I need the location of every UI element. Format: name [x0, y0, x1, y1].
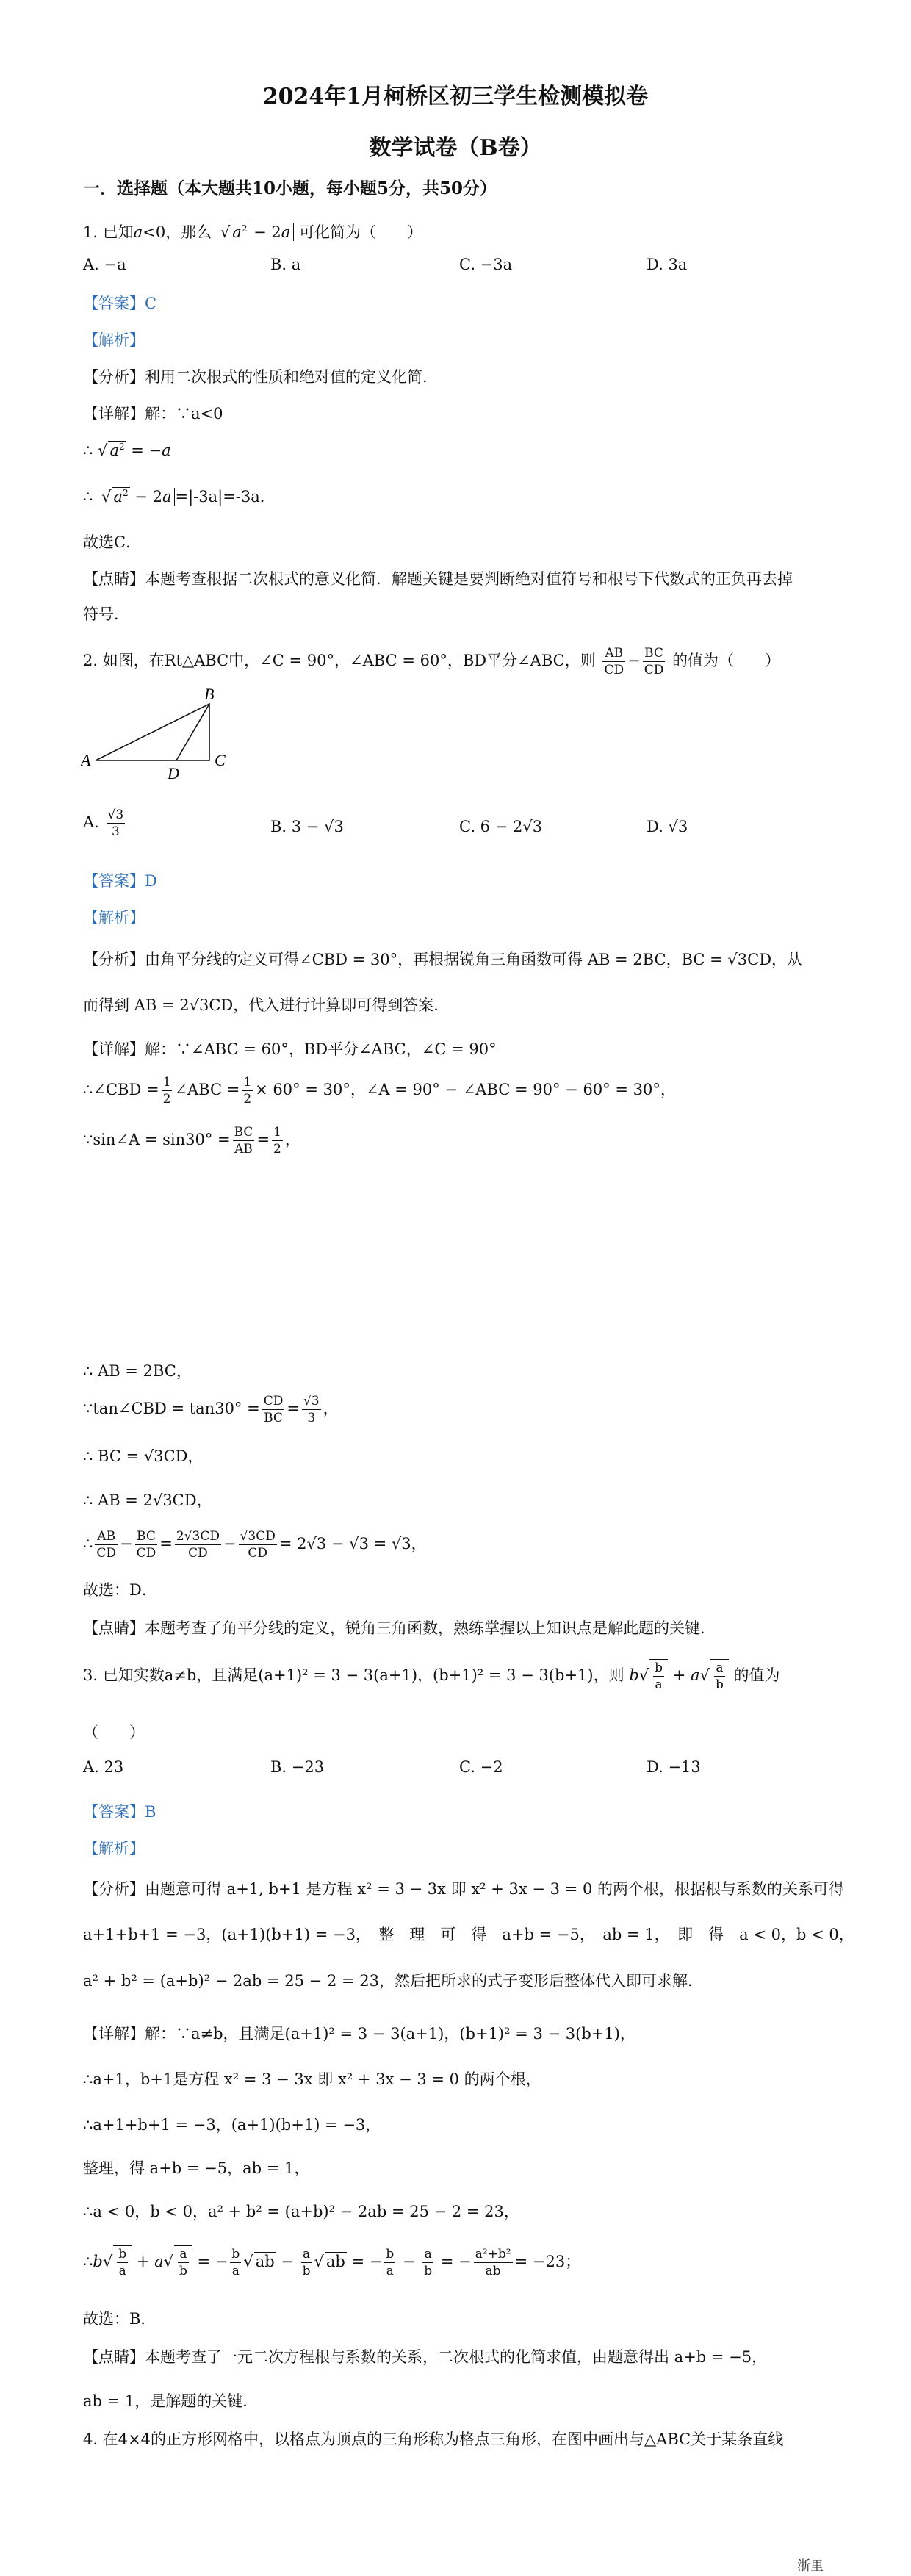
- q3-answer: 【答案】B: [83, 1803, 156, 1821]
- q2-step7: ∴ $\frac{AB}{CD}$ − $\frac{BC}{CD}$ = $\frac{2√3CD}{CD}$ − $\frac{√3CD}{CD}$ = 2√3 − √3 = √3，: [83, 1529, 427, 1561]
- vertex-label-d: D: [168, 764, 179, 782]
- vertex-label-a: A: [81, 751, 91, 769]
- q2-step2: ∵sin∠A = sin30° = $\frac{BC}{AB}$ = $\frac{1}{2}$ ，: [83, 1125, 300, 1156]
- q3-step1: ∴a+1，b+1是方程 x² = 3 − 3x 即 x² + 3x − 3 = 0 的两个根，: [83, 2070, 541, 2088]
- q1-dianjing-line1: 【点睛】本题考查根据二次根式的意义化简．解题关键是要判断绝对值符号和根号下代数式的正负再去掉: [83, 570, 793, 588]
- q2-triangle-figure: [81, 683, 242, 786]
- q2-xiangjie: 【详解】解：∵∠ABC = 60°，BD平分∠ABC，∠C = 90°: [83, 1040, 497, 1058]
- q2-analysis-tag: 【解析】: [83, 909, 145, 927]
- q1-option-a: A. −a: [83, 256, 126, 273]
- q3-xiangjie: 【详解】解：∵a≠b，且满足(a+1)² = 3 − 3(a+1)，(b+1)² = 3 − 3(b+1)，: [83, 2025, 635, 2043]
- q2-step3: ∴ AB = 2BC，: [83, 1362, 192, 1380]
- q1-conclusion: 故选C．: [83, 533, 142, 551]
- q2-option-c: C. 6 − 2√3: [459, 818, 543, 835]
- q2-step1: ∴∠CBD = $\frac{1}{2}$ ∠ABC = $\frac{1}{2}$ × 60° = 30°，∠A = 90° − ∠ABC = 90° − 60° = 30°，: [83, 1075, 676, 1107]
- q2-step5: ∴ BC = √3CD，: [83, 1447, 204, 1465]
- q1-stem: 1. 已知a<0，那么 √ $a^2 - 2a$ 可化简为（ ）: [83, 223, 422, 241]
- q4-stem: 4. 在4×4的正方形网格中，以格点为顶点的三角形称为格点三角形，在图中画出与△ABC关于某条直线: [83, 2431, 784, 2448]
- footer-watermark: 浙里: [797, 2558, 824, 2573]
- q3-stem-paren: （ ）: [83, 1724, 145, 1741]
- vertex-label-c: C: [215, 751, 226, 769]
- q3-fenxi-line2: a+1+b+1 = −3，(a+1)(b+1) = −3， 整 理 可 得 a+b = −5， ab = 1， 即 得 a < 0，b < 0，: [83, 1926, 854, 1943]
- q3-fenxi-line1: 【分析】由题意可得 a+1, b+1 是方程 x² = 3 − 3x 即 x² + 3x − 3 = 0 的两个根，根据根与系数的关系可得: [83, 1880, 845, 1898]
- q2-fenxi-line1: 【分析】由角平分线的定义可得∠CBD = 30°，再根据锐角三角函数可得 AB = 2BC，BC = √3CD，从: [83, 951, 803, 968]
- page-title: 2024年1月柯桥区初三学生检测模拟卷: [262, 84, 649, 109]
- q1-fenxi: 【分析】利用二次根式的性质和绝对值的定义化简．: [83, 368, 438, 386]
- q1-analysis-tag: 【解析】: [83, 331, 145, 349]
- q2-answer: 【答案】D: [83, 872, 157, 890]
- q2-conclusion: 故选：D．: [83, 1581, 157, 1599]
- q2-option-d: D. √3: [647, 818, 688, 835]
- q2-step6: ∴ AB = 2√3CD，: [83, 1492, 212, 1509]
- q3-step4: ∴a < 0，b < 0，a² + b² = (a+b)² − 2ab = 25 − 2 = 23，: [83, 2203, 519, 2220]
- q3-dianjing-line1: 【点睛】本题考查了一元二次方程根与系数的关系，二次根式的化简求值，由题意得出 a+b = −5，: [83, 2348, 768, 2366]
- q3-option-c: C. −2: [459, 1758, 503, 1776]
- q1-step1: ∴ √ $a^2 = -a$: [83, 442, 171, 459]
- q2-fenxi-line2: 而得到 AB = 2√3CD，代入进行计算即可得到答案．: [83, 996, 450, 1014]
- q3-stem: 3. 已知实数a≠b，且满足(a+1)² = 3 − 3(a+1)，(b+1)² = 3 − 3(b+1)，则 b√ $\frac{b}{a}$ + a√ $\frac{a}{b}$ 的值为: [83, 1661, 780, 1692]
- q1-option-b: B. a: [270, 256, 301, 273]
- q3-step5: ∴b√ $\frac{b}{a}$ + a√ $\frac{a}{b}$ = − $\frac{b}{a}$ √ ab − $\frac{a}{b}$ √ ab = − $\frac{b}{a}$ − $\frac{a}{b}$ = − $\frac{\text{a²+b²}}{ab}$ = −23；: [83, 2247, 581, 2278]
- q2-option-a: A. $\frac{√3}{3}$: [83, 807, 124, 839]
- q3-analysis-tag: 【解析】: [83, 1840, 145, 1857]
- q1-xiangjie: 【详解】解：∵a<0: [83, 405, 223, 422]
- q2-option-b: B. 3 − √3: [270, 818, 344, 835]
- page-subtitle: 数学试卷（B卷）: [369, 135, 542, 161]
- q3-conclusion: 故选：B．: [83, 2310, 156, 2328]
- q1-step2: ∴ √ $a^2 - 2a =|-3a|=-3a$．: [83, 488, 276, 506]
- q3-step2: ∴a+1+b+1 = −3，(a+1)(b+1) = −3，: [83, 2116, 381, 2134]
- q1-option-c: C. −3a: [459, 256, 513, 273]
- q3-option-b: B. −23: [270, 1758, 325, 1776]
- q3-dianjing-line2: ab = 1，是解题的关键．: [83, 2392, 259, 2410]
- q1-dianjing-line2: 符号．: [83, 605, 129, 623]
- q3-option-d: D. −13: [647, 1758, 701, 1776]
- q2-stem: 2. 如图，在Rt△ABC中，∠C = 90°，∠ABC = 60°，BD平分∠ABC，则 $\frac{AB}{CD}$ − $\frac{BC}{CD}$ 的值为（ ）: [83, 646, 781, 677]
- q1-answer: 【答案】C: [83, 295, 157, 312]
- q3-fenxi-line3: a² + b² = (a+b)² − 2ab = 25 − 2 = 23，然后把所求的式子变形后整体代入即可求解．: [83, 1972, 703, 1990]
- q2-step4: ∵tan∠CBD = tan30° = $\frac{CD}{BC}$ = $\frac{√3}{3}$ ，: [83, 1394, 339, 1425]
- q3-option-a: A. 23: [83, 1758, 124, 1776]
- vertex-label-b: B: [204, 685, 215, 703]
- q2-dianjing: 【点睛】本题考查了角平分线的定义，锐角三角函数，熟练掌握以上知识点是解此题的关键．: [83, 1619, 716, 1637]
- section-heading: 一．选择题（本大题共10小题，每小题5分，共50分）: [83, 179, 497, 198]
- q3-step3: 整理，得 a+b = −5，ab = 1，: [83, 2159, 310, 2177]
- q1-option-d: D. 3a: [647, 256, 688, 273]
